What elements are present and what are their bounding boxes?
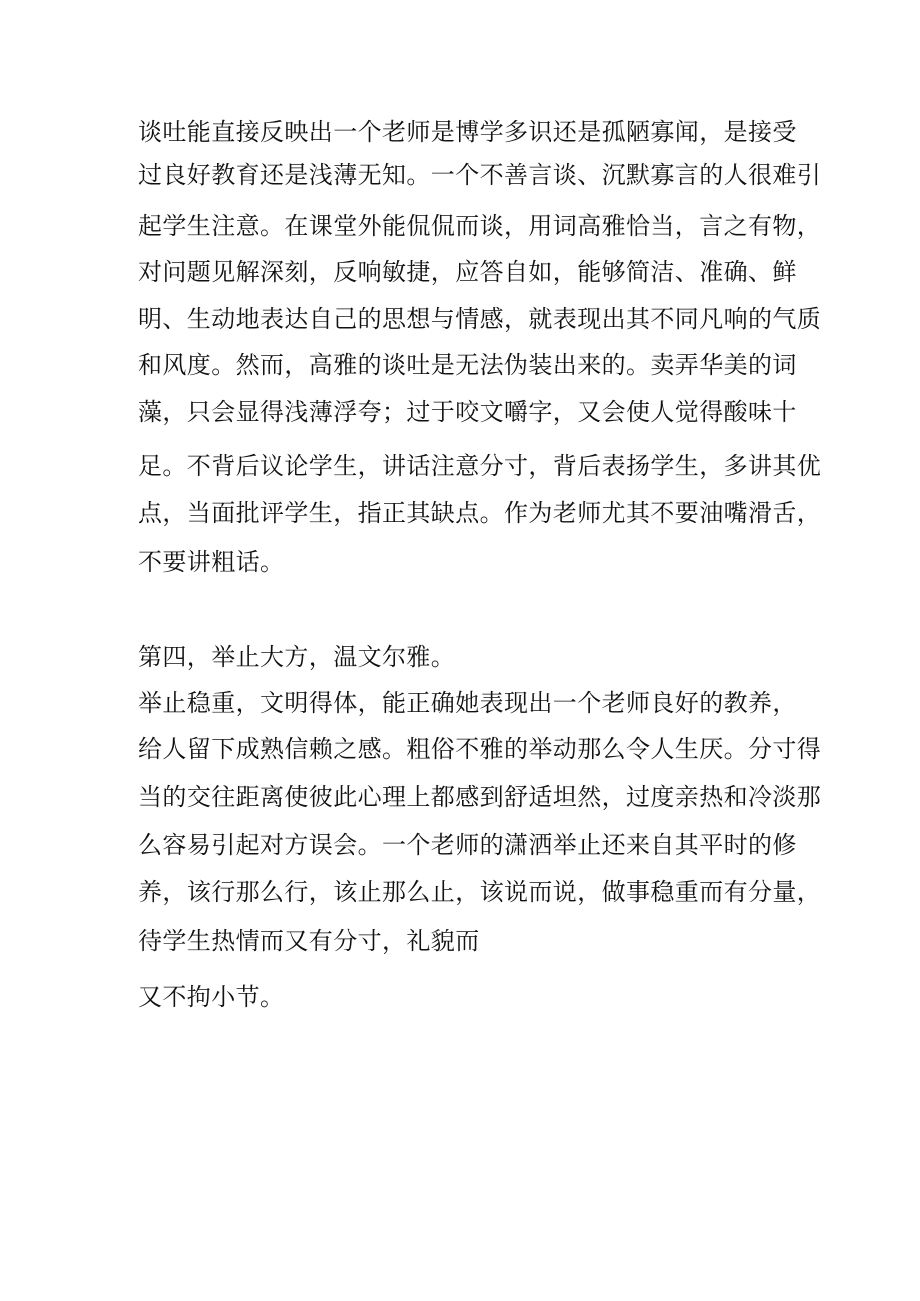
paragraph-2-line-6: 待学生热情而又有分寸，礼貌而 xyxy=(138,927,480,955)
paragraph-2-line-5: 养，该行那么行，该止那么止，该说而说，做事稳重而有分量， xyxy=(138,878,822,906)
paragraph-1-line-2: 过良好教育还是浅薄无知。一个不善言谈、沉默寡言的人很难引 xyxy=(138,161,822,189)
paragraph-1-line-5: 明、生动地表达自己的思想与情感，就表现出其不同凡响的气质 xyxy=(138,305,822,333)
paragraph-1-line-7: 藻，只会显得浅薄浮夸；过于咬文嚼字，又会使人觉得酸味十 xyxy=(138,398,797,426)
paragraph-2-line-4: 么容易引起对方误会。一个老师的潇洒举止还来自其平时的修 xyxy=(138,831,797,859)
paragraph-1-line-3: 起学生注意。在课堂外能侃侃而谈，用词高雅恰当，言之有物， xyxy=(138,212,822,240)
paragraph-2-line-3: 当的交往距离使彼此心理上都感到舒适坦然，过度亲热和冷淡那 xyxy=(138,783,822,811)
section-heading: 第四，举止大方，温文尔雅。 xyxy=(138,643,456,671)
paragraph-1-line-4: 对问题见解深刻，反响敏捷，应答自如，能够简洁、准确、鲜 xyxy=(138,258,797,286)
paragraph-1-line-8: 足。不背后议论学生，讲话注意分寸，背后表扬学生，多讲其优 xyxy=(138,452,822,480)
paragraph-1-line-1: 谈吐能直接反映出一个老师是博学多识还是孤陋寡闻，是接受 xyxy=(138,118,797,146)
paragraph-2-line-2: 给人留下成熟信赖之感。粗俗不雅的举动那么令人生厌。分寸得 xyxy=(138,735,822,763)
paragraph-2-line-1: 举止稳重，文明得体，能正确她表现出一个老师良好的教养， xyxy=(138,689,797,717)
paragraph-1-line-9: 点，当面批评学生，指正其缺点。作为老师尤其不要油嘴滑舌， xyxy=(138,499,822,527)
trailing-line: 又不拘小节。 xyxy=(138,983,285,1011)
paragraph-1-line-6: 和风度。然而，高雅的谈吐是无法伪装出来的。卖弄华美的词 xyxy=(138,351,797,379)
paragraph-1-line-10: 不要讲粗话。 xyxy=(138,548,285,576)
